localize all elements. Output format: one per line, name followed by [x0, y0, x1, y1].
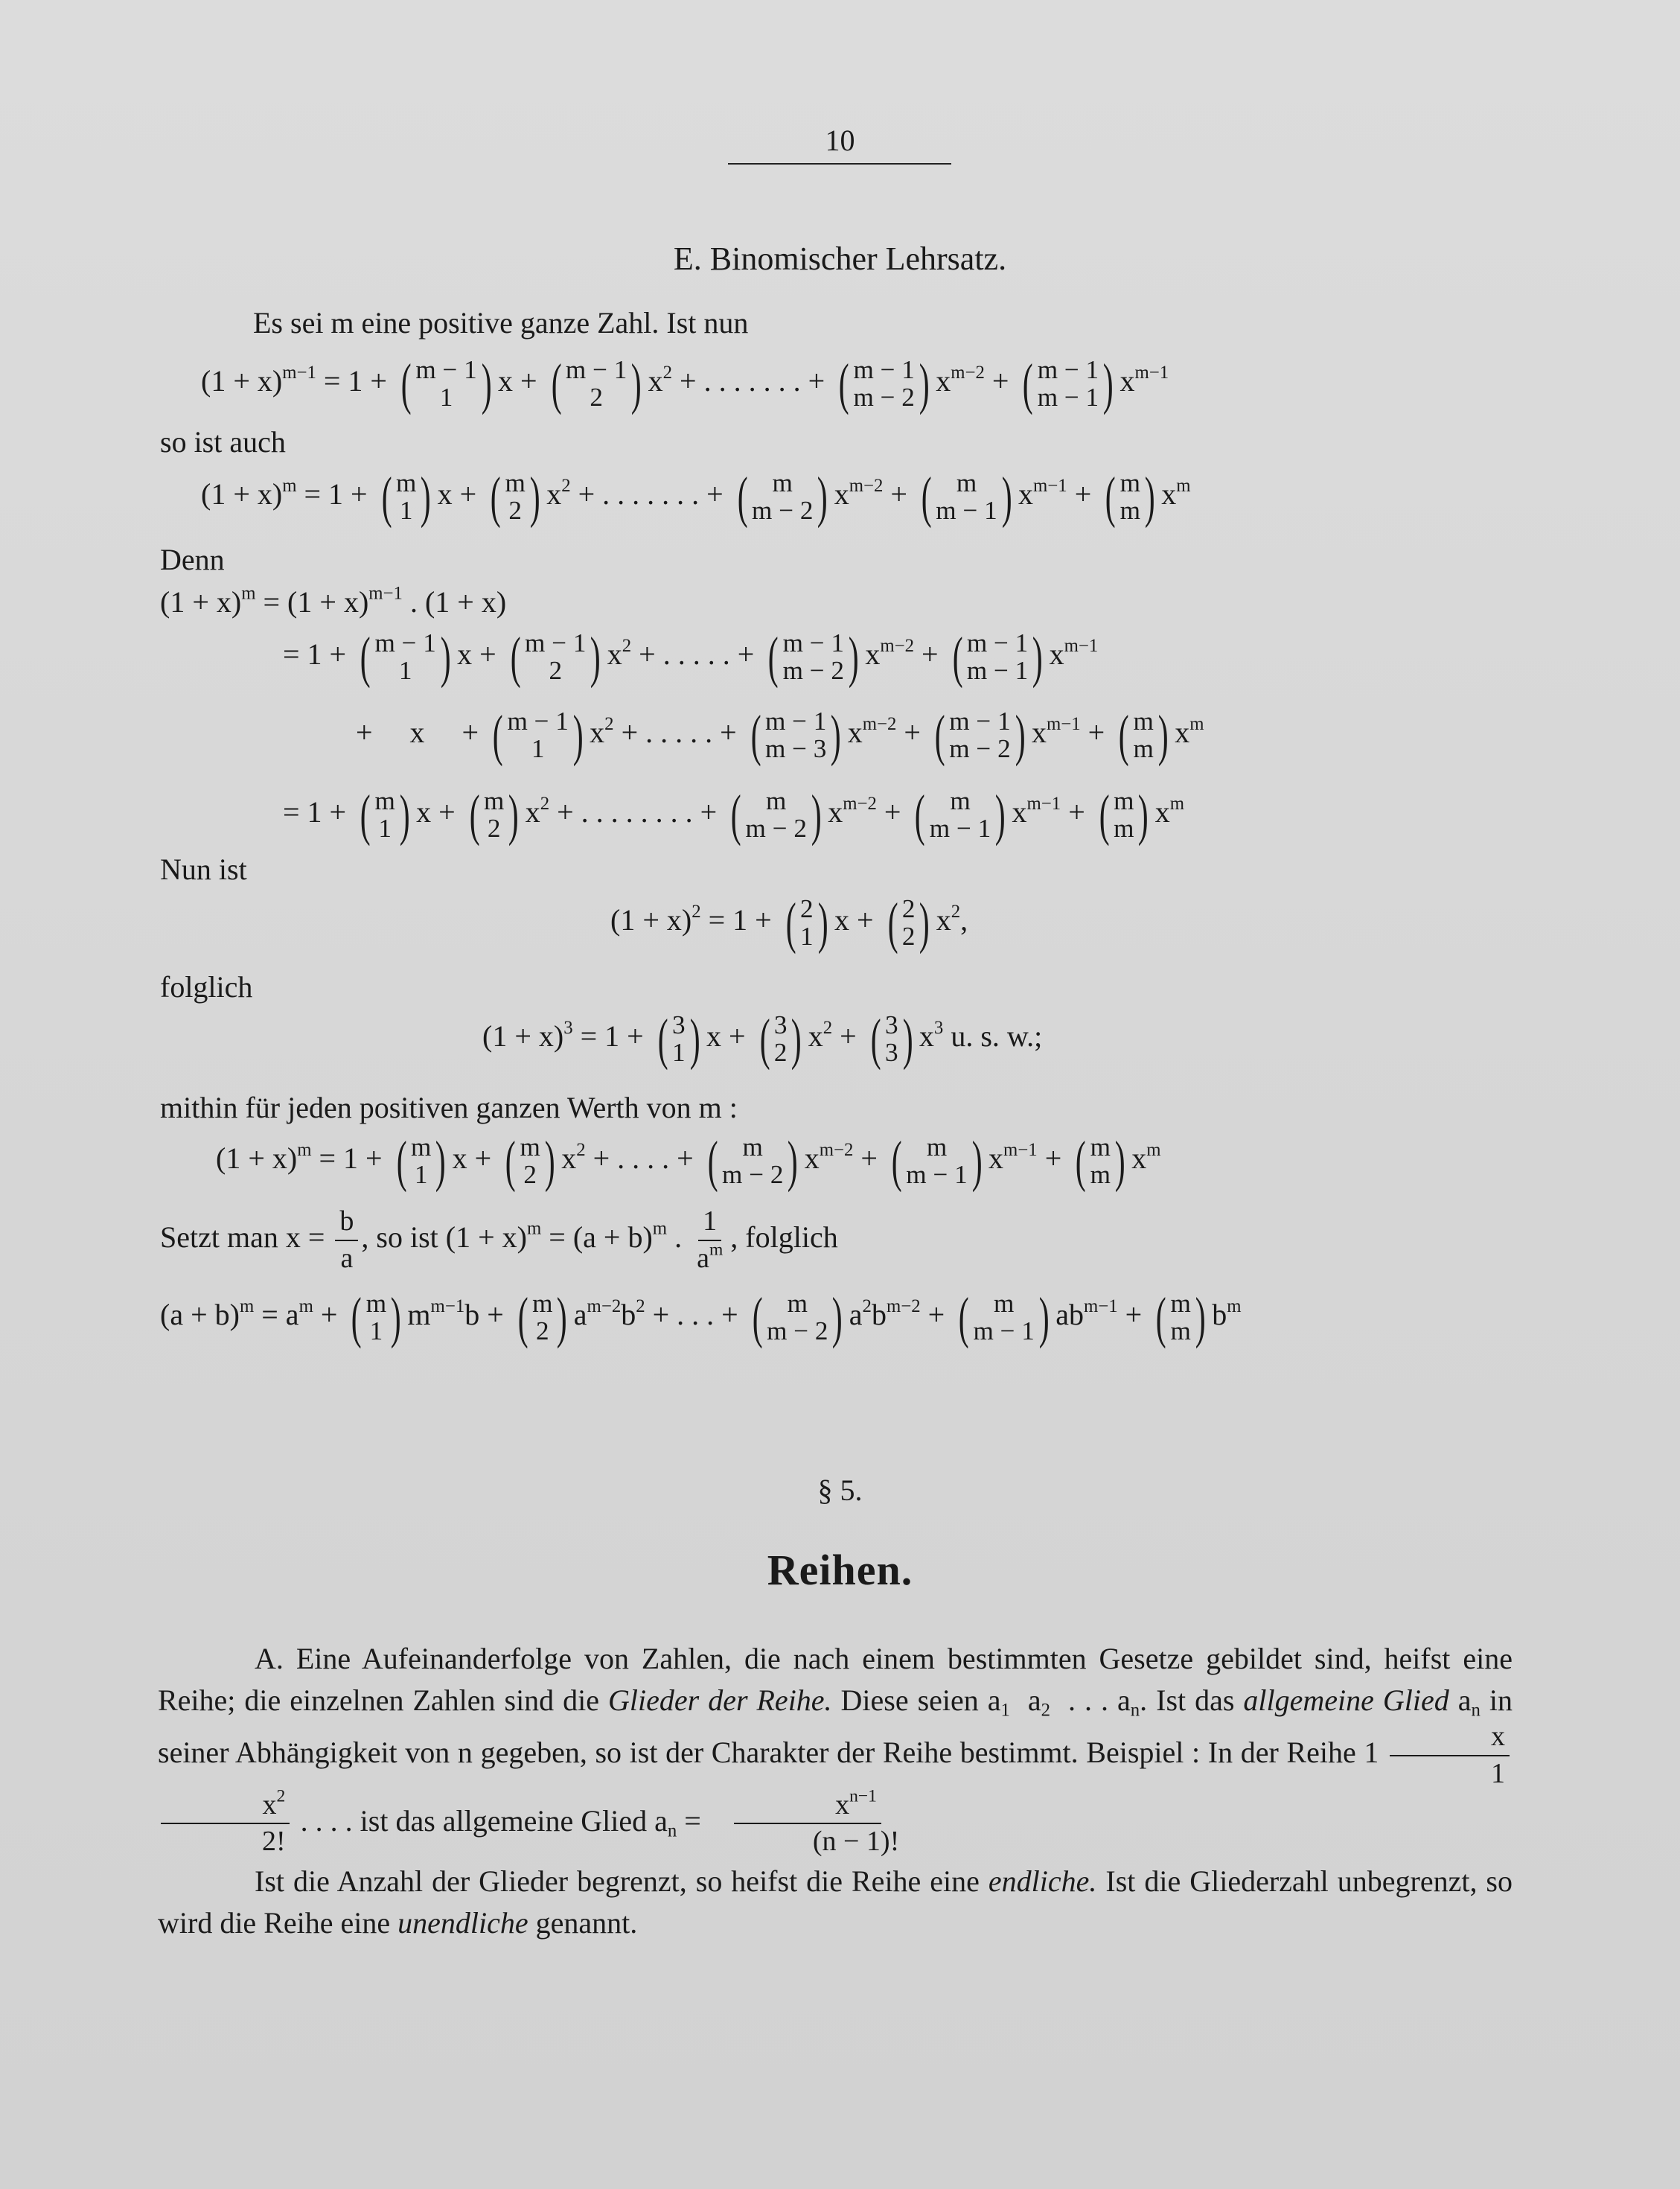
paragraph-b-text-1: Ist die Anzahl der Glieder begrenzt, so heifst die Reihe eine [255, 1864, 980, 1899]
section-e-heading: E. Binomischer Lehrsatz. [673, 240, 1007, 277]
equation-2: $(1 + x)^m = 1$ + ( m 1 ) x + ( m 2 ) $x^2$ + . . . . . . . + ( m m − 2 ) $x^{m-2}$ + ( m m − 1 ) $x^{m-1}$ + ( m m ) $x^m$ [201, 466, 1191, 529]
equation-7: $(1 + x)^2 = 1$ + ( 2 1 ) x + ( 2 2 ) $x^2$, [610, 892, 968, 955]
paragraph-a-text-2: Diese seien a [831, 1683, 1001, 1717]
setzt-man-text: Setzt man x = [160, 1220, 325, 1254]
denn-text: Denn [160, 543, 225, 576]
folglich-text: folglich [160, 970, 253, 1004]
paragraph-a-text-1: A. Eine Aufeinanderfolge von Zahlen, die nach einem bestimmten Gesetze gebildet sind, heifst eine Reihe; die einzelnen Zahlen sind die [158, 1642, 1513, 1717]
paragraph-a-text-3: Ist das [1156, 1683, 1235, 1717]
paragraph-sign: § 5. [817, 1473, 863, 1507]
so-ist-text: , so ist (1 + x) [361, 1220, 527, 1254]
equation-6: = 1 + ( m 1 ) x + ( m 2 ) $x^2$ + . . . . . . . . + ( m m − 2 ) $x^{m-2}$ + ( m m − 1 ) $x^{m-1}$ + ( m m ) $x^m$ [283, 784, 1185, 847]
paragraph-a-text-5: . . . . ist das allgemeine Glied [300, 1803, 648, 1838]
equation-4: = 1 + ( m − 1 1 ) x + ( m − 1 2 ) $x^2$ + . . . . . + ( m − 1 m − 2 ) $x^{m-2}$ + ( m − 1 m − 1 ) $x^{m-1}$ [283, 626, 1099, 689]
allgemeine-glied: allgemeine Glied [1243, 1683, 1449, 1717]
equation-1: $(1 + x)^{m-1} = 1$ + ( m − 1 1 ) x + ( m − 1 2 ) $x^2$ + . . . . . . . + ( m − 1 m − 2 ) $x^{m-2}$ + ( m − 1 m − 1 ) $x^{m-1}$ [201, 353, 1169, 415]
equation-3: $(1 + x)^m = (1 + x)^{m-1}$ . (1 + x) [160, 583, 507, 619]
nun-ist-text: Nun ist [160, 853, 247, 886]
equation-11: $(a + b)^m = a^m$ + ( m 1 ) $m^{m-1}b$ + ( m 2 ) $a^{m-2}b^2$ + . . . + ( m m − 2 ) $a^2b^{m-2}$ + ( m m − 1 ) $ab^{m-1}$ + ( m m ) $b^m$ [160, 1287, 1242, 1349]
reihen-heading: Reihen. [767, 1546, 913, 1594]
paragraph-a-text-4: in seiner Abhängigkeit von n gegeben, so ist der Charakter der Reihe bestimmt. Beispiel : In der Reihe 1 [158, 1683, 1513, 1769]
mithin-line: mithin für jeden positiven ganzen Werth von m : [160, 1091, 738, 1124]
glieder-der-reihe: Glieder der Reihe. [608, 1683, 832, 1717]
unendliche: unendliche [397, 1906, 528, 1940]
page-number: 10 [825, 124, 855, 157]
folglich-inline-text: , folglich [730, 1220, 838, 1254]
paragraph-a: A. Eine Aufeinanderfolge von Zahlen, die nach einem bestimmten Gesetze gebildet sind, heifst eine Reihe; die einzelnen Zahlen sind die Glieder der Reihe. Diese seien $a_1$ $a_2$ . . . $a_n$. Ist das allgemeine Glied $a_n$ in seiner Abhängigkeit von n gegeben, so ist der Charakter der Reihe bestimmt. Beispiel : In der Reihe 1 $\frac{x}{1}$ $\frac{x^2}{2!}$ . . . . ist das allgemeine Glied $a_n$ = $\frac{x^{n-1}}{(n - 1)!}$ Ist die Anzahl der Glieder begrenzt, so heifst die Reihe eine endliche. Ist die Gliederzahl unbegrenzt, so wird die Reihe eine unendliche genannt. [158, 1642, 1513, 1940]
equation-8: $(1 + x)^3 = 1$ + ( 3 1 ) x + ( 3 2 ) $x^2$ + ( 3 3 ) $x^3$ u. s. w.; [482, 1008, 1043, 1071]
paragraph-b-text-3: genannt. [528, 1906, 638, 1940]
intro-line: Es sei m eine positive ganze Zahl. Ist nun [253, 306, 749, 340]
page-number-rule [728, 163, 951, 165]
equation-5: + x + ( m − 1 1 ) $x^2$ + . . . . . + ( m − 1 m − 3 ) $x^{m-2}$ + ( m − 1 m − 2 ) $x^{m-1}$ + ( m m ) $x^m$ [356, 704, 1204, 767]
endliche: endliche. [988, 1864, 1097, 1899]
equation-10: Setzt man x = $\frac{b}{a}$ , so ist $(1 + x)^m = (a + b)^m$ . $\frac{1}{a^m}$ , folglich [160, 1205, 838, 1274]
equation-9: $(1 + x)^m = 1$ + ( m 1 ) x + ( m 2 ) $x^2$ + . . . . + ( m m − 2 ) $x^{m-2}$ + ( m m − 1 ) $x^{m-1}$ + ( m m ) $x^m$ [216, 1130, 1161, 1193]
so-ist-auch-text: so ist auch [160, 425, 286, 459]
paragraph-b-text-2: Ist die Gliederzahl unbegrenzt, so wird die Reihe eine [158, 1864, 1513, 1940]
usw-text: u. s. w.; [951, 1019, 1043, 1054]
